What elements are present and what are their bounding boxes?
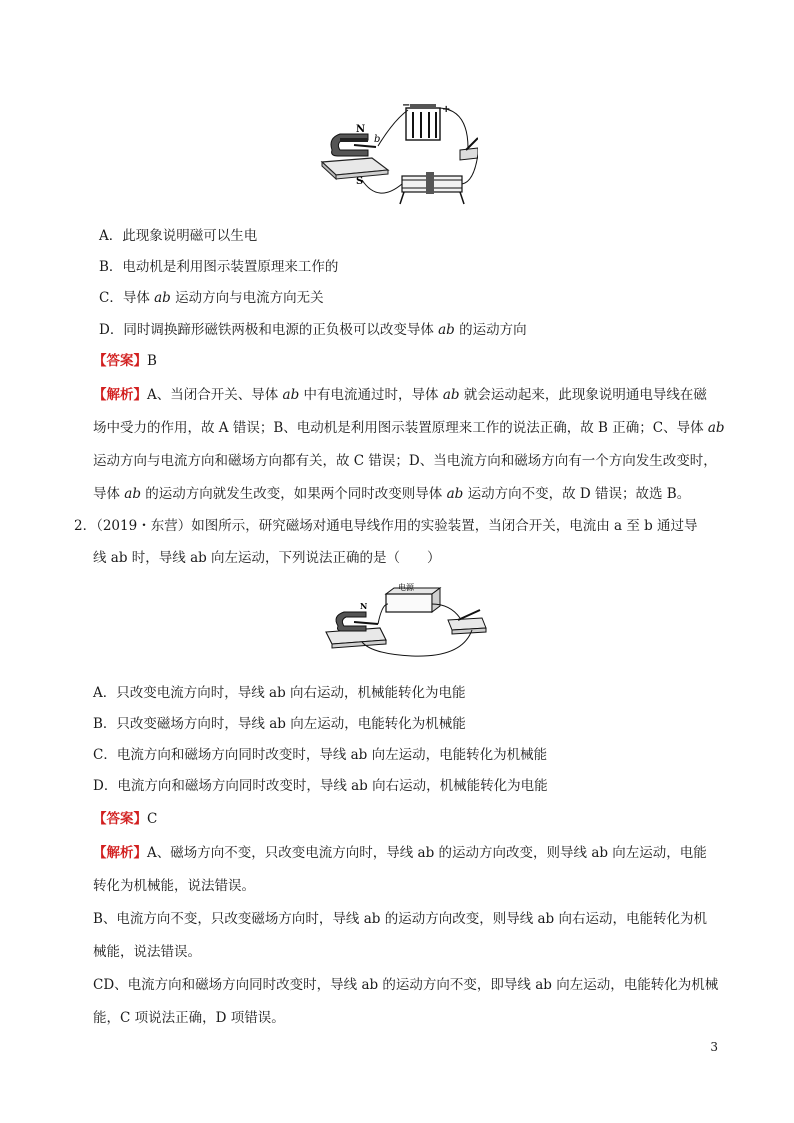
figure-1-label-n: N bbox=[356, 124, 366, 135]
figure-2-label-n: N bbox=[360, 601, 368, 611]
q2-analysis-line-1: 【解析】A、磁场方向不变，只改变电流方向时，导线 ab 的运动方向改变，则导线 ab 向左运动，电能 bbox=[93, 845, 707, 861]
q2-analysis-line-2: 转化为机械能，说法错误。 bbox=[93, 878, 255, 894]
q1-option-c: C．导体 ab 运动方向与电流方向无关 bbox=[99, 290, 324, 306]
figure-2-label-source: 电源 bbox=[398, 583, 414, 592]
answer-value: B bbox=[147, 353, 157, 369]
q1-analysis-line-4: 导体 ab 的运动方向就发生改变，如果两个同时改变则导体 ab 运动方向不变，故 D 错误；故选 B。 bbox=[93, 486, 691, 502]
q1-option-b: B．电动机是利用图示装置原理来工作的 bbox=[99, 259, 339, 275]
answer-tag: 【答案】 bbox=[93, 353, 147, 369]
q1-analysis-line-2: 场中受力的作用，故 A 错误；B、电动机是利用图示装置原理来工作的说法正确，故 B 正确；C、导体 ab bbox=[93, 420, 725, 436]
q1-answer bbox=[93, 351, 157, 371]
answer-tag: 【答案】 bbox=[93, 811, 147, 827]
figure-2-circuit bbox=[322, 582, 488, 662]
answer-value: C bbox=[147, 811, 158, 827]
figure-1-label-plus: + bbox=[442, 104, 451, 115]
q2-option-d: D．电流方向和磁场方向同时改变时，导线 ab 向右运动，机械能转化为电能 bbox=[93, 778, 548, 794]
q2-stem-line-2: 线 ab 时，导线 ab 向左运动，下列说法正确的是（ ） bbox=[93, 550, 441, 566]
figure-1-label-b: b bbox=[374, 134, 381, 145]
q2-analysis-line-4: 械能，说法错误。 bbox=[93, 944, 201, 960]
q2-answer bbox=[93, 809, 157, 829]
figure-1-label-minus: − bbox=[402, 100, 411, 111]
q1-option-d: D．同时调换蹄形磁铁两极和电源的正负极可以改变导体 ab 的运动方向 bbox=[99, 322, 527, 338]
q2-option-c: C．电流方向和磁场方向同时改变时，导线 ab 向左运动，电能转化为机械能 bbox=[93, 747, 548, 763]
analysis-tag: 【解析】 bbox=[93, 387, 147, 403]
q2-option-a: A．只改变电流方向时，导线 ab 向右运动，机械能转化为电能 bbox=[93, 685, 466, 701]
analysis-tag: 【解析】 bbox=[93, 845, 147, 861]
q2-analysis-line-6: 能，C 项说法正确，D 项错误。 bbox=[93, 1010, 285, 1026]
q2-analysis-line-5: CD、电流方向和磁场方向同时改变时，导线 ab 的运动方向不变，即导线 ab 向左运动，电能转化为机械 bbox=[93, 977, 719, 993]
figure-1-label-s: S bbox=[356, 176, 364, 187]
page-number: 3 bbox=[710, 1040, 718, 1054]
figure-1-circuit bbox=[318, 100, 478, 212]
q2-stem-line-1: 2．（2019・东营）如图所示，研究磁场对通电导线作用的实验装置，当闭合开关，电流由 a 至 b 通过导 bbox=[74, 518, 698, 534]
q1-analysis-line-1: 【解析】A、当闭合开关、导体 ab 中有电流通过时，导体 ab 就会运动起来，此现象说明通电导线在磁 bbox=[93, 387, 707, 403]
q1-analysis-line-3: 运动方向与电流方向和磁场方向都有关，故 C 错误；D、当电流方向和磁场方向有一个方向发生改变时， bbox=[93, 453, 717, 469]
q1-option-a: A．此现象说明磁可以生电 bbox=[99, 228, 258, 244]
q2-analysis-line-3: B、电流方向不变，只改变磁场方向时，导线 ab 的运动方向改变，则导线 ab 向右运动，电能转化为机 bbox=[93, 911, 707, 927]
q2-option-b: B．只改变磁场方向时，导线 ab 向左运动，电能转化为机械能 bbox=[93, 716, 466, 732]
